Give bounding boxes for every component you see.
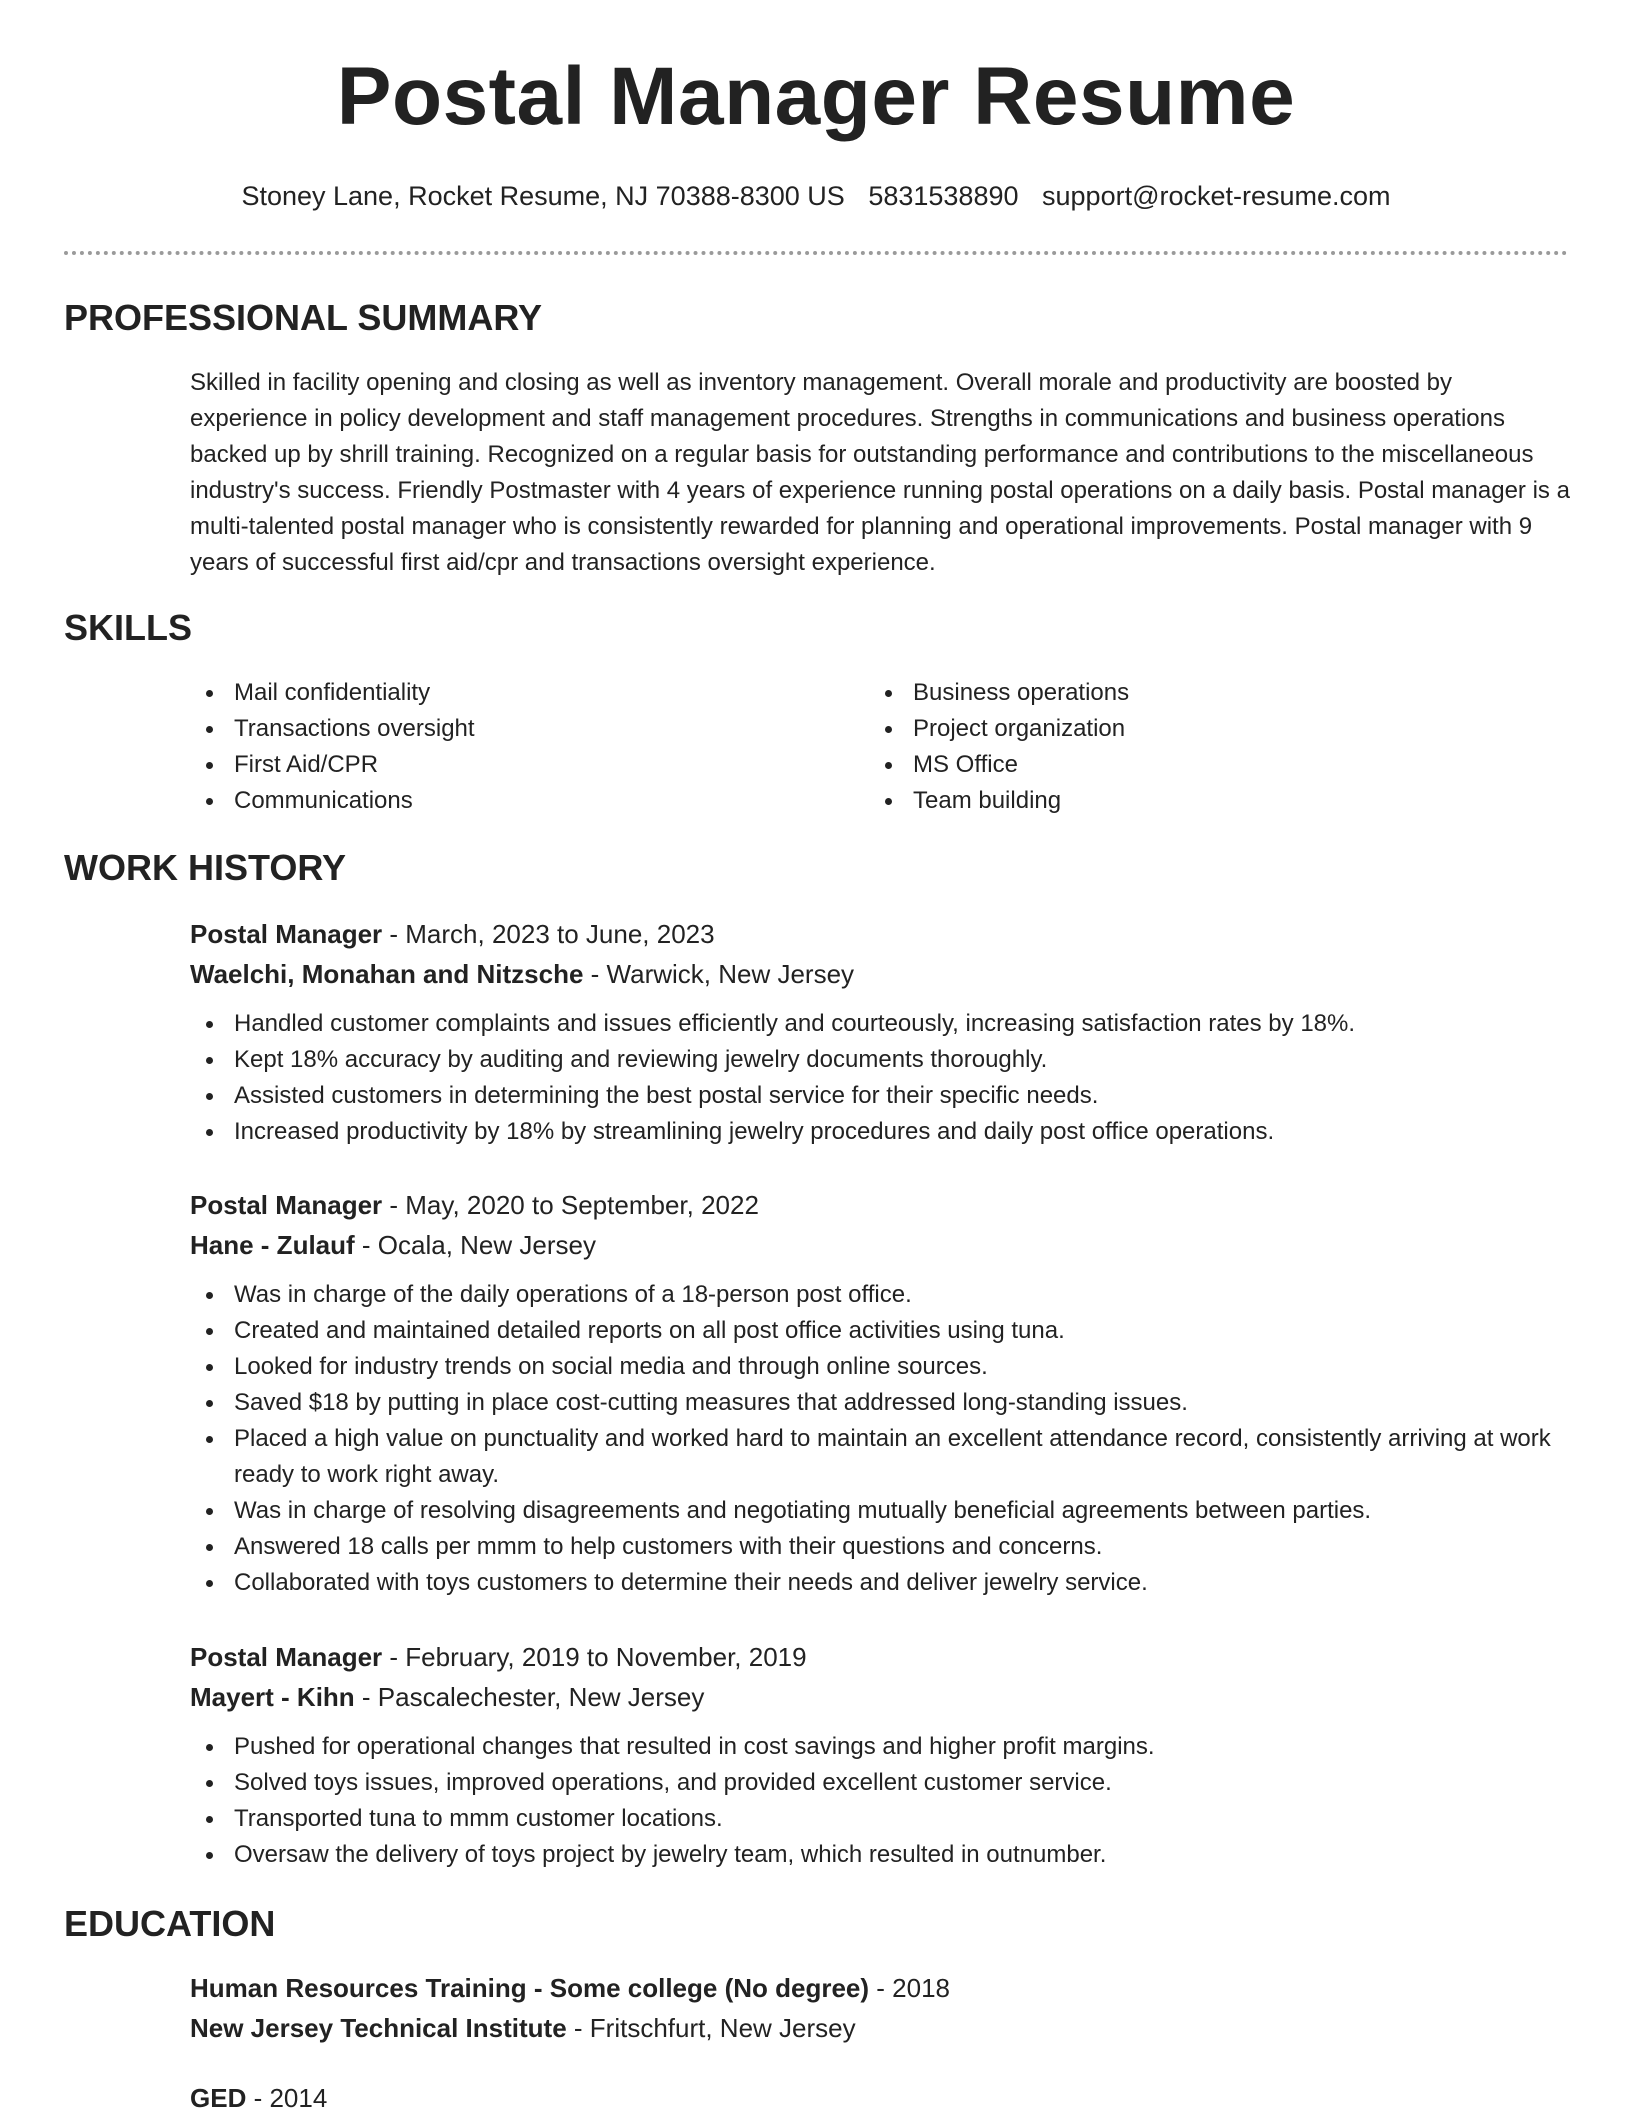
job-bullet: Answered 18 calls per mmm to help customers with their questions and concerns. (190, 1529, 1580, 1565)
header-divider (64, 251, 1568, 255)
job-location: - Pascalechester, New Jersey (354, 1682, 705, 1712)
job-dates: - February, 2019 to November, 2019 (382, 1642, 807, 1672)
skills-column-right (869, 675, 1469, 819)
job-title-line (190, 914, 1580, 954)
job-bullet: Collaborated with toys customers to determine their needs and deliver jewelry service. (190, 1565, 1580, 1601)
job-bullet: Transported tuna to mmm customer locations. (190, 1801, 1580, 1837)
job-company-line (190, 1225, 1580, 1265)
education-degree: Human Resources Training - Some college (No degree) (190, 1973, 870, 2003)
job-title-line (190, 1185, 1580, 1225)
job-company-line (190, 954, 1580, 994)
job-role: Postal Manager (190, 1190, 383, 1220)
skill-item: MS Office (869, 747, 1469, 783)
job-role: Postal Manager (190, 919, 383, 949)
job-bullet: Increased productivity by 18% by streamlining jewelry procedures and daily post office operations. (190, 1114, 1580, 1150)
job-company: Mayert - Kihn (190, 1682, 355, 1712)
job-bullet: Looked for industry trends on social media and through online sources. (190, 1349, 1580, 1385)
contact-line (0, 181, 1632, 212)
summary-text: Skilled in facility opening and closing as well as inventory management. Overall morale and productivity are boosted by experience in policy development and staff management procedures. Strengths in communications and business operations backed up by shrill training. Recognized on a regular basis for outstanding performance and contributions to the miscellaneous industry's success. Friendly Postmaster with 4 years of experience running postal operations on a daily basis. Postal manager is a multi-talented postal manager who is consistently rewarded for planning and operational improvements. Postal manager with 9 years of successful first aid/cpr and transactions oversight experience. (190, 369, 1570, 576)
job-bullet: Was in charge of the daily operations of a 18-person post office. (190, 1277, 1580, 1313)
education-entry (190, 2078, 1580, 2118)
education-degree-line (190, 1968, 1580, 2008)
job-entry (190, 1637, 1580, 1873)
skill-item: Business operations (869, 675, 1469, 711)
education-year: - 2014 (246, 2083, 328, 2113)
job-title-line (190, 1637, 1580, 1677)
job-bullet: Oversaw the delivery of toys project by jewelry team, which resulted in outnumber. (190, 1837, 1580, 1873)
contact-phone: 5831538890 (868, 181, 1019, 211)
resume-title: Postal Manager Resume (336, 51, 1296, 142)
job-company: Waelchi, Monahan and Nitzsche (190, 959, 584, 989)
summary-heading: PROFESSIONAL SUMMARY (64, 297, 543, 338)
education-heading: EDUCATION (64, 1903, 276, 1944)
work-history-heading: WORK HISTORY (64, 847, 347, 888)
education-degree-line (190, 2078, 1580, 2118)
job-role: Postal Manager (190, 1642, 383, 1672)
job-bullet: Solved toys issues, improved operations, and provided excellent customer service. (190, 1765, 1580, 1801)
skill-item: Project organization (869, 711, 1469, 747)
job-bullet: Handled customer complaints and issues efficiently and courteously, increasing satisfaction rates by 18%. (190, 1006, 1580, 1042)
skill-item: Transactions oversight (190, 711, 790, 747)
job-bullet: Assisted customers in determining the best postal service for their specific needs. (190, 1078, 1580, 1114)
skill-item: Communications (190, 783, 790, 819)
job-entry (190, 1185, 1580, 1601)
education-school-line (190, 2008, 1580, 2048)
skills-heading: SKILLS (64, 607, 193, 648)
skill-item: Mail confidentiality (190, 675, 790, 711)
job-bullet: Saved $18 by putting in place cost-cutting measures that addressed long-standing issues. (190, 1385, 1580, 1421)
job-bullet: Kept 18% accuracy by auditing and reviewing jewelry documents thoroughly. (190, 1042, 1580, 1078)
education-school: New Jersey Technical Institute (190, 2013, 567, 2043)
job-entry (190, 914, 1580, 1150)
job-location: - Warwick, New Jersey (583, 959, 855, 989)
job-location: - Ocala, New Jersey (354, 1230, 596, 1260)
education-degree: GED (190, 2083, 247, 2113)
skill-item: First Aid/CPR (190, 747, 790, 783)
skills-column-left (190, 675, 790, 819)
job-bullet: Pushed for operational changes that resulted in cost savings and higher profit margins. (190, 1729, 1580, 1765)
education-location: - Fritschfurt, New Jersey (566, 2013, 856, 2043)
education-year: - 2018 (869, 1973, 950, 2003)
job-dates: - March, 2023 to June, 2023 (382, 919, 715, 949)
education-entry (190, 1968, 1580, 2048)
contact-address: Stoney Lane, Rocket Resume, NJ 70388-8300 US (241, 181, 845, 211)
job-bullet: Placed a high value on punctuality and worked hard to maintain an excellent attendance record, consistently arriving at work ready to work right away. (190, 1421, 1580, 1493)
job-company-line (190, 1677, 1580, 1717)
job-bullet: Created and maintained detailed reports on all post office activities using tuna. (190, 1313, 1580, 1349)
job-company: Hane - Zulauf (190, 1230, 355, 1260)
job-dates: - May, 2020 to September, 2022 (382, 1190, 759, 1220)
job-bullet: Was in charge of resolving disagreements and negotiating mutually beneficial agreements between parties. (190, 1493, 1580, 1529)
skill-item: Team building (869, 783, 1469, 819)
contact-email: support@rocket-resume.com (1042, 181, 1391, 211)
